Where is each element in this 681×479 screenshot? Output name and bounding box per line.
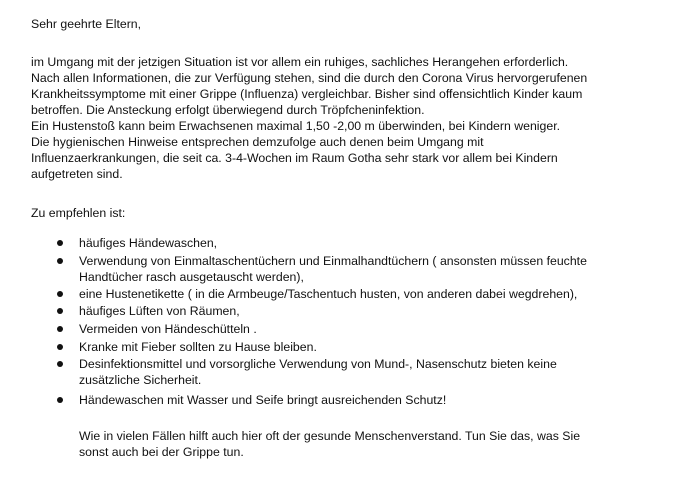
list-item: häufiges Lüften von Räumen,: [79, 304, 240, 318]
bullet-icon: [57, 240, 63, 246]
intro-line: Die hygienischen Hinweise entsprechen demzufolge auch denen beim Umgang mit: [31, 135, 484, 149]
list-item: Desinfektionsmittel und vorsorgliche Verwendung von Mund-, Nasenschutz bieten keine: [79, 357, 557, 371]
intro-line: Influenzaerkrankungen, die seit ca. 3-4-Wochen im Raum Gotha sehr stark vor allem bei Kindern: [31, 151, 558, 165]
intro-line: betroffen. Die Ansteckung erfolgt überwiegend durch Tröpfcheninfektion.: [31, 103, 425, 117]
recommend-heading: Zu empfehlen ist:: [31, 206, 126, 220]
bullet-icon: [57, 291, 63, 297]
intro-line: Nach allen Informationen, die zur Verfügung stehen, sind die durch den Corona Virus hervorgerufenen: [31, 71, 588, 85]
list-item-continuation: zusätzliche Sicherheit.: [79, 373, 202, 387]
bullet-icon: [57, 397, 63, 403]
intro-line: Krankheitssymptome mit einer Grippe (Influenza) vergleichbar. Bisher sind offensichtlich Kinder kaum: [31, 87, 583, 101]
bullet-icon: [57, 308, 63, 314]
intro-line: Ein Hustenstoß kann beim Erwachsenen maximal 1,50 -2,00 m überwinden, bei Kindern weniger.: [31, 119, 561, 133]
list-item: Kranke mit Fieber sollten zu Hause bleiben.: [79, 340, 317, 354]
list-item-continuation: Handtücher rasch ausgetauscht werden),: [79, 270, 304, 284]
list-item: Händewaschen mit Wasser und Seife bringt ausreichenden Schutz!: [79, 393, 447, 407]
list-item: Vermeiden von Händeschütteln .: [79, 322, 257, 336]
bullet-icon: [57, 326, 63, 332]
bullet-icon: [57, 258, 63, 264]
list-item: häufiges Händewaschen,: [79, 236, 218, 250]
list-item: Verwendung von Einmaltaschentüchern und Einmalhandtüchern ( ansonsten müssen feuchte: [79, 254, 587, 268]
intro-line: im Umgang mit der jetzigen Situation ist vor allem ein ruhiges, sachliches Herangehen erforderlich.: [31, 55, 569, 69]
bullet-icon: [57, 361, 63, 367]
intro-line: aufgetreten sind.: [31, 167, 123, 181]
list-item: eine Hustenetikette ( in die Armbeuge/Taschentuch husten, von anderen dabei wegdrehen),: [79, 287, 578, 301]
salutation: Sehr geehrte Eltern,: [31, 17, 142, 31]
closing-line: sonst auch bei der Grippe tun.: [79, 445, 244, 459]
closing-line: Wie in vielen Fällen hilft auch hier oft der gesunde Menschenverstand. Tun Sie das, was Sie: [79, 429, 581, 443]
bullet-icon: [57, 344, 63, 350]
